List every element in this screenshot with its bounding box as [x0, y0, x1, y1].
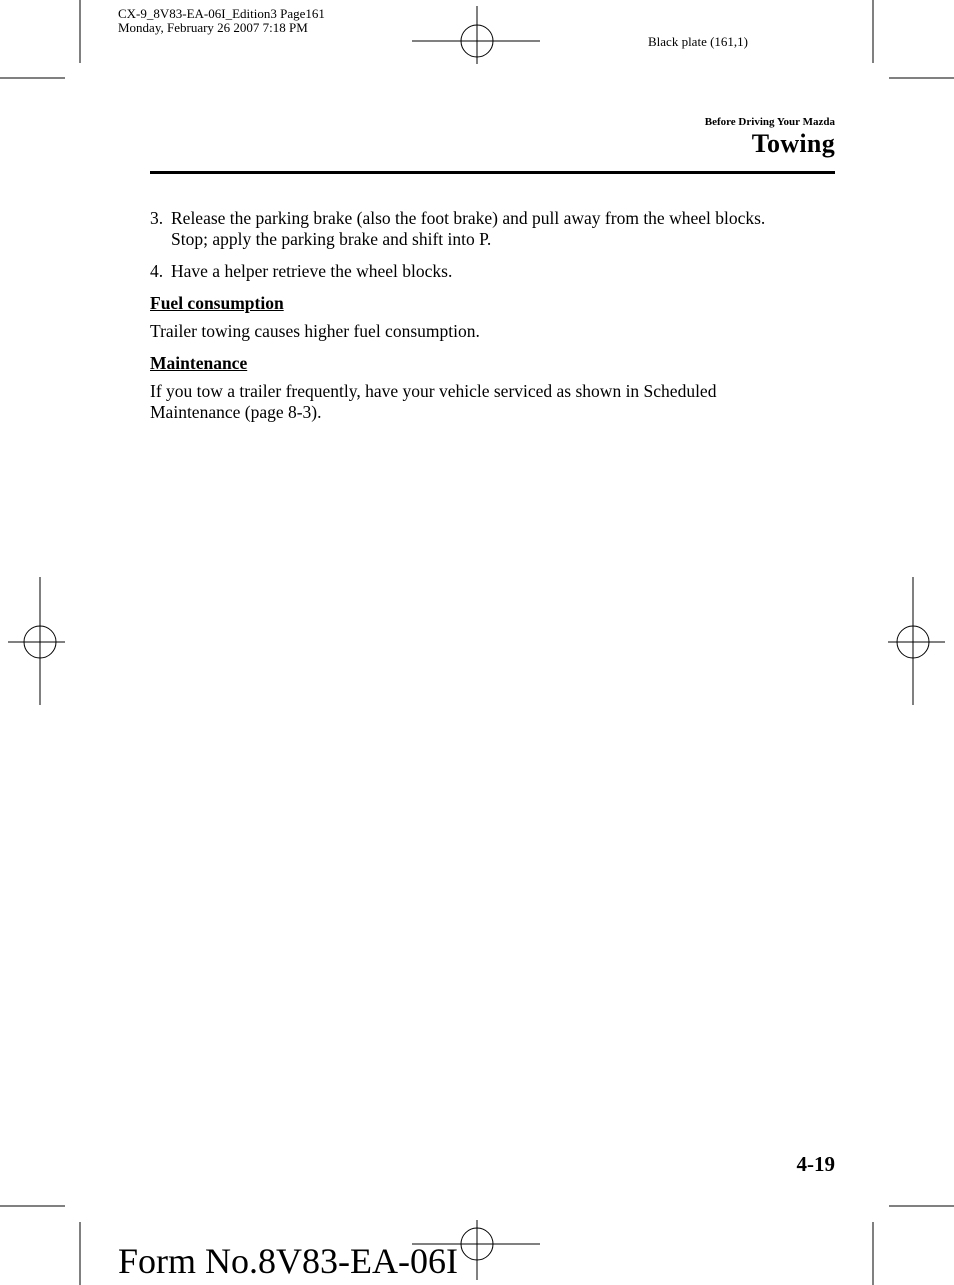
- maintenance-line: If you tow a trailer frequently, have your vehicle serviced as shown in Scheduled: [150, 381, 717, 401]
- maintenance-text: [150, 381, 835, 423]
- step-line: Stop; apply the parking brake and shift into P.: [171, 229, 492, 249]
- maintenance-heading: Maintenance: [150, 353, 248, 373]
- form-number: Form No.8V83-EA-06I: [118, 1241, 458, 1281]
- step-line: Have a helper retrieve the wheel blocks.: [171, 261, 453, 281]
- step-3: [150, 208, 835, 250]
- step-line: Release the parking brake (also the foot brake) and pull away from the wheel blocks.: [171, 208, 766, 228]
- fuel-consumption-text: Trailer towing causes higher fuel consumption.: [150, 321, 480, 341]
- registration-mark-left: [8, 577, 65, 705]
- print-meta-line2: Monday, February 26 2007 7:18 PM: [118, 20, 308, 35]
- step-4: [150, 261, 835, 282]
- print-meta-line1: CX-9_8V83-EA-06I_Edition3 Page161: [118, 6, 325, 21]
- fuel-consumption-heading: Fuel consumption: [150, 293, 284, 313]
- step-text: [171, 261, 835, 282]
- step-number: 3.: [150, 208, 164, 228]
- step-text: [171, 208, 835, 250]
- page-number: 4-19: [796, 1152, 835, 1176]
- page-title: Towing: [751, 129, 835, 158]
- section-label: Before Driving Your Mazda: [704, 116, 835, 128]
- step-number: 4.: [150, 261, 164, 281]
- print-metadata: [118, 7, 325, 35]
- main-content: [150, 208, 835, 434]
- registration-mark-top: [412, 6, 540, 64]
- title-rule: [150, 171, 835, 174]
- maintenance-line: Maintenance (page 8-3).: [150, 402, 322, 422]
- plate-label: Black plate (161,1): [648, 34, 748, 49]
- registration-mark-right: [888, 577, 945, 705]
